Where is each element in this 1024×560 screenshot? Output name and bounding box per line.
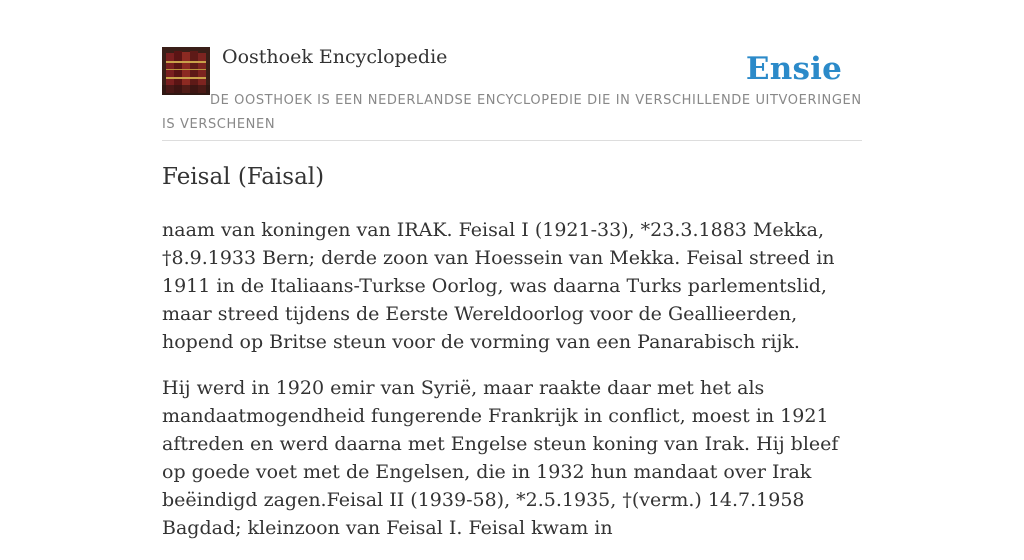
brand-logo[interactable]: Ensie — [745, 51, 842, 87]
book-spines-icon[interactable] — [162, 47, 210, 95]
article-body — [162, 216, 862, 560]
site-tagline: DE OOSTHOEK IS EEN NEDERLANDSE ENCYCLOPEDIE DIE IN VERSCHILLENDE UITVOERINGEN IS VERSCHENEN — [162, 93, 862, 132]
site-header — [162, 0, 862, 141]
article-paragraph: Hij werd in 1920 emir van Syrië, maar raakte daar met het als mandaatmogendheid fungerende Frankrijk in conflict, moest in 1921 aftreden en werd daarna met Engelse steun koning van Irak. Hij bleef op goede voet met de Engelsen, die in 1932 hun mandaat over Irak beëindigd zagen.Feisal II (1939-58), *2.5.1935, †(verm.) 14.7.1958 Bagdad; kleinzoon van Feisal I. Feisal kwam in — [162, 377, 839, 539]
site-title[interactable]: Oosthoek Encyclopedie — [222, 46, 448, 68]
article-paragraph: naam van koningen van IRAK. Feisal I (1921-33), *23.3.1883 Mekka, †8.9.1933 Bern; derde zoon van Hoessein van Mekka. Feisal streed in 1911 in de Italiaans-Turkse Oorlog, was daarna Turks parlementslid, maar streed tijdens de Eerste Wereldoorlog voor de Geallieerden, hopend op Britse steun voor de vorming van een Panarabisch rijk. — [162, 219, 835, 353]
article-title: Feisal (Faisal) — [162, 164, 325, 190]
page-container — [162, 0, 862, 539]
